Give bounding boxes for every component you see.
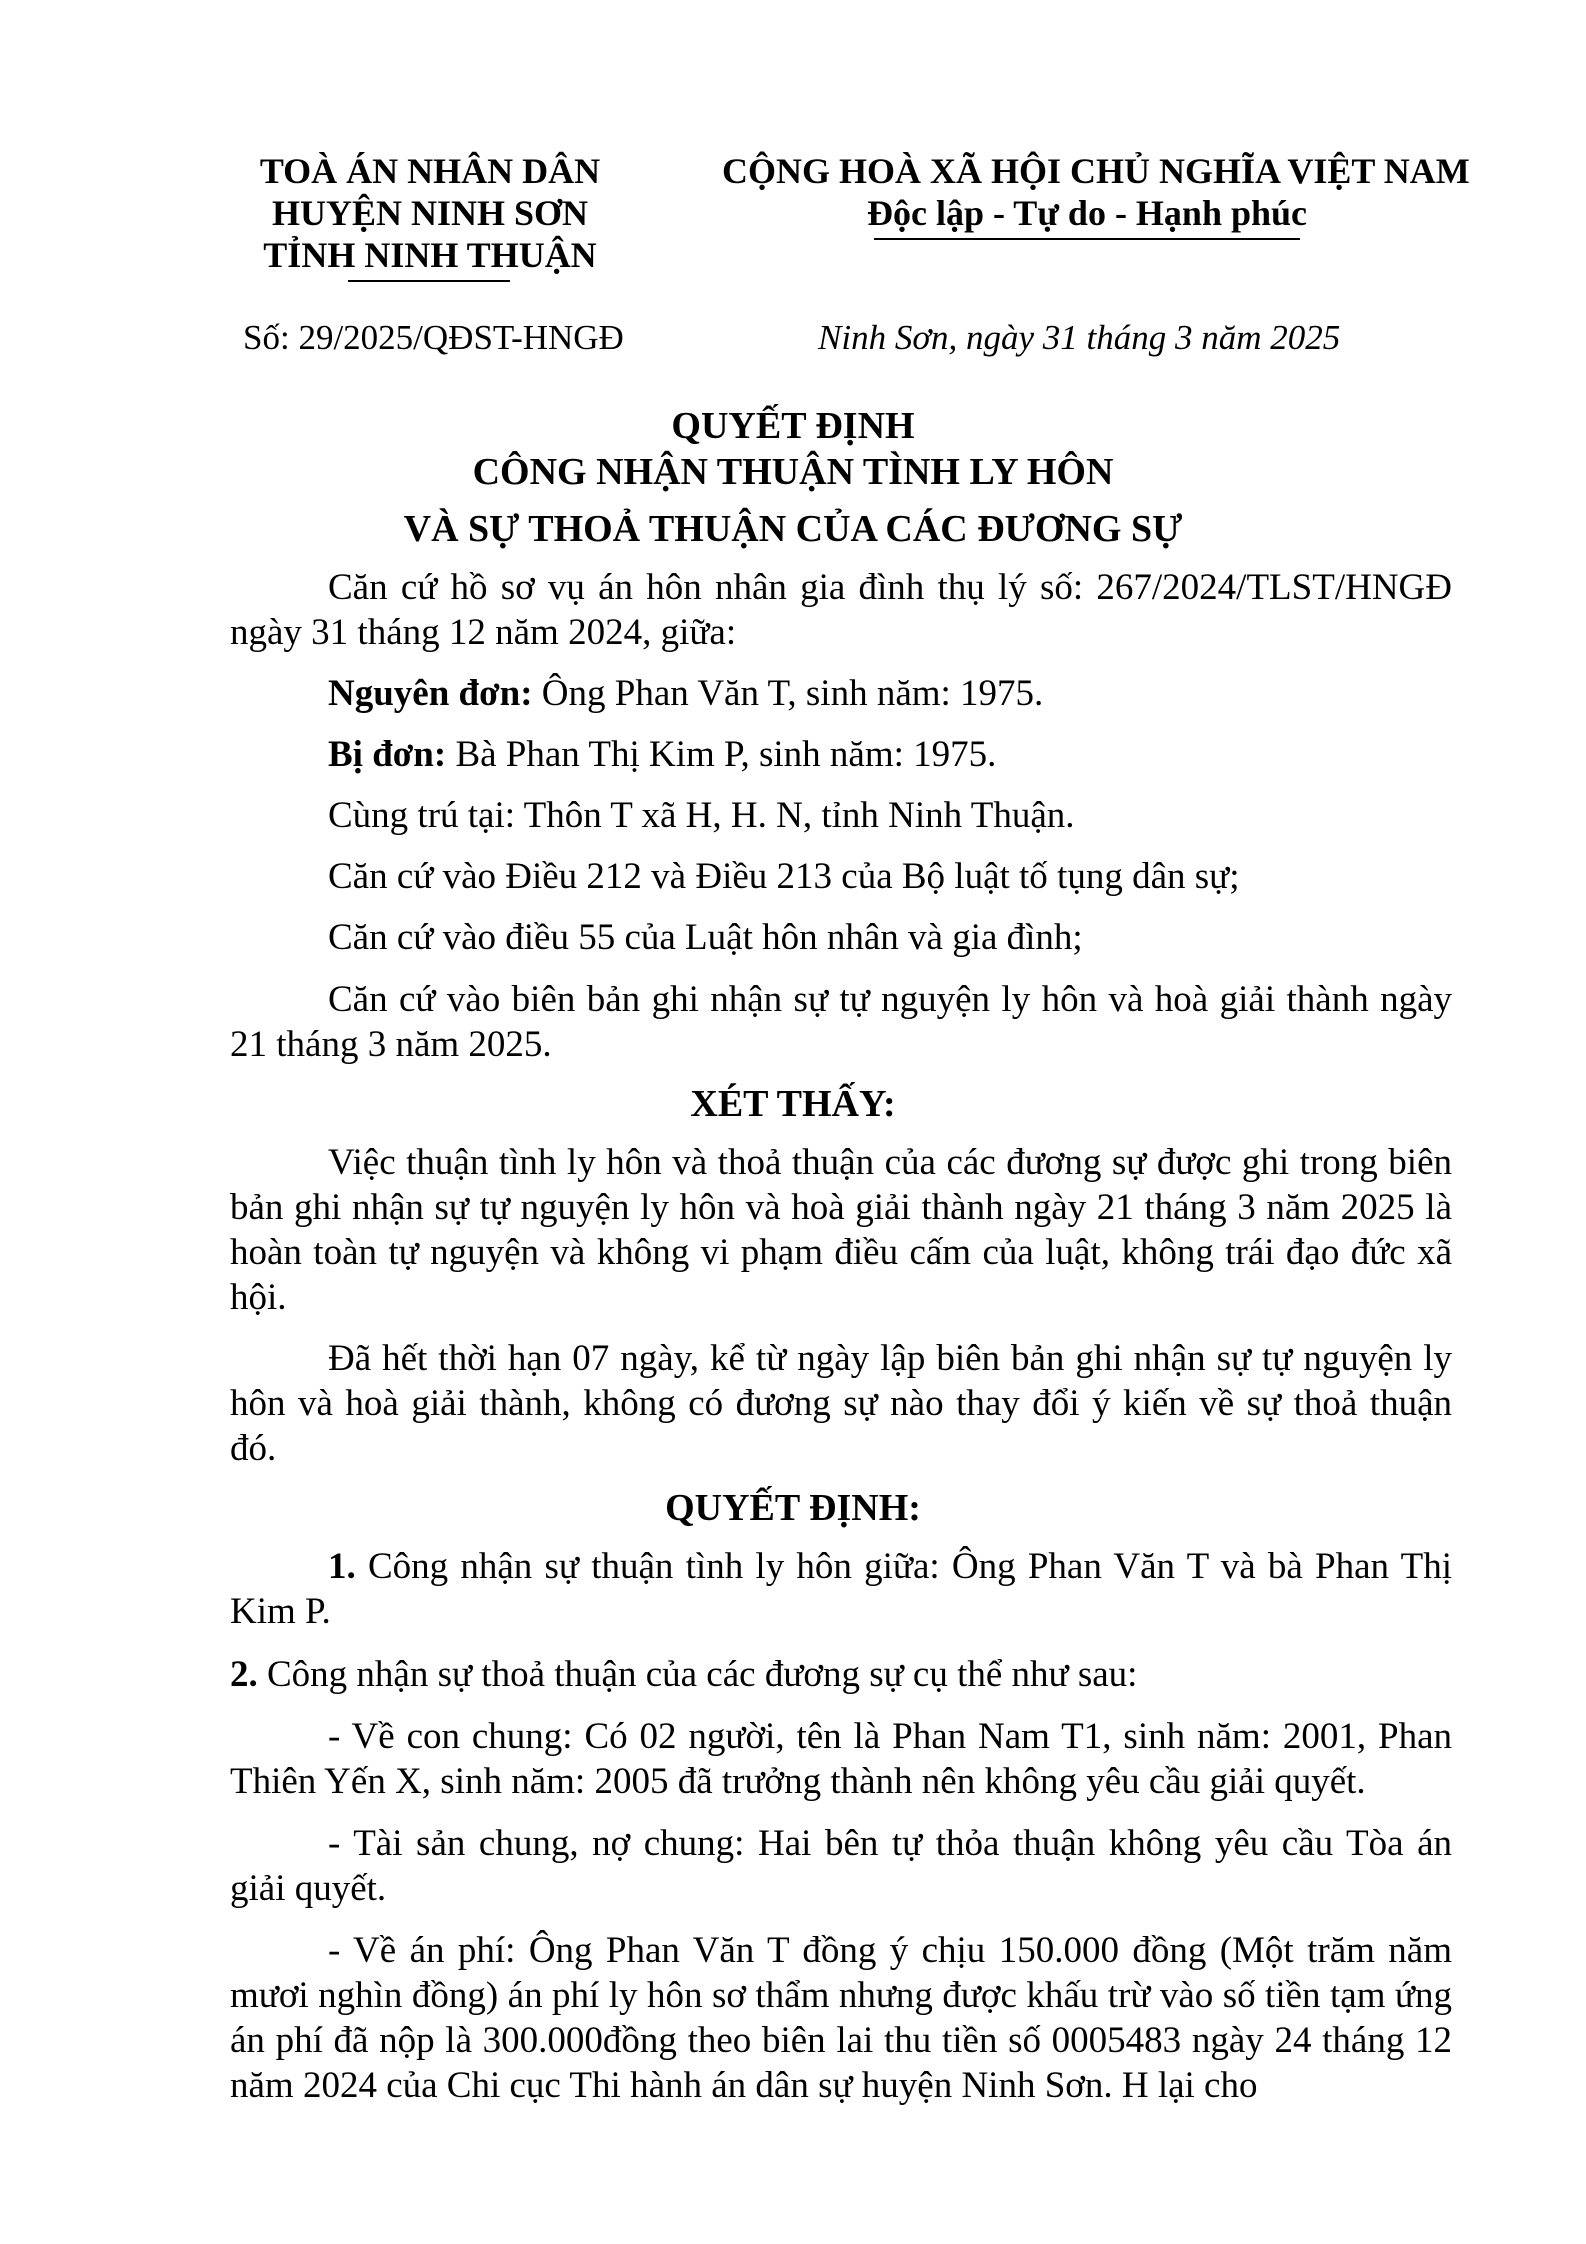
decision-item-2-text: Công nhận sự thoả thuận của các đương sự cụ thể như sau: (257, 1654, 1138, 1695)
plaintiff-text: Ông Phan Văn T, sinh năm: 1975. (532, 673, 1044, 714)
residence-line: Cùng trú tại: Thôn T xã H, H. N, tỉnh Ninh Thuận. (328, 795, 1075, 836)
defendant-label: Bị đơn: (328, 734, 447, 775)
basis-minutes: Căn cứ vào biên bản ghi nhận sự tự nguyện ly hôn và hoà giải thành ngày 21 tháng 3 năm 2025. (230, 979, 1452, 1065)
findings-heading: XÉT THẤY: (690, 1083, 896, 1125)
nation-name: CỘNG HOÀ XÃ HỘI CHỦ NGHĨA VIỆT NAM (722, 151, 1470, 191)
decision-item-2 (230, 1653, 1137, 1696)
defendant-line (328, 733, 996, 776)
document-number: Số: 29/2025/QĐST-HNGĐ (243, 318, 624, 357)
basis-case-file: Căn cứ hồ sơ vụ án hôn nhân gia đình thụ lý số: 267/2024/TLST/HNGĐ ngày 31 tháng 12 năm 2024, giữa: (230, 567, 1452, 653)
decision-item-2-number: 2. (230, 1654, 258, 1695)
decision-item-1 (230, 1544, 1452, 1634)
legal-basis-procedure: Căn cứ vào Điều 212 và Điều 213 của Bộ luật tố tụng dân sự; (328, 856, 1240, 897)
court-name-line1: TOÀ ÁN NHÂN DÂN (259, 151, 601, 191)
plaintiff-line (328, 672, 1043, 715)
findings-paragraph-1: Việc thuận tình ly hôn và thoả thuận của các đương sự được ghi trong biên bản ghi nhận sự tự nguyện ly hôn và hoà giải thành ngày 21 tháng 3 năm 2025 là hoàn toàn tự nguyện và không vi phạm điều cấm của luật, không trái đạo đức xã hội. (230, 1142, 1452, 1318)
decision-children: - Về con chung: Có 02 người, tên là Phan Nam T1, sinh năm: 2001, Phan Thiên Yến X, sinh năm: 2005 đã trưởng thành nên không yêu cầu giải quyết. (230, 1716, 1452, 1802)
national-motto: Độc lập - Tự do - Hạnh phúc (866, 193, 1308, 233)
court-underline (348, 280, 510, 282)
findings-paragraph-2: Đã hết thời hạn 07 ngày, kể từ ngày lập biên bản ghi nhận sự tự nguyện ly hôn và hoà giải thành, không có đương sự nào thay đổi ý kiến về sự thoả thuận đó. (230, 1338, 1452, 1469)
place-date: Ninh Sơn, ngày 31 tháng 3 năm 2025 (818, 318, 1341, 357)
document-subtitle-line1: CÔNG NHẬN THUẬN TÌNH LY HÔN (472, 451, 1114, 493)
document-title: QUYẾT ĐỊNH (671, 405, 915, 447)
defendant-text: Bà Phan Thị Kim P, sinh năm: 1975. (446, 734, 997, 775)
decision-court-fees: - Về án phí: Ông Phan Văn T đồng ý chịu 150.000 đồng (Một trăm năm mươi nghìn đồng) án phí ly hôn sơ thẩm nhưng được khấu trừ vào số tiền tạm ứng án phí đã nộp là 300.000đồng theo biên lai thu tiền số 0005483 ngày 24 tháng 12 năm 2024 của Chi cục Thi hành án dân sự huyện Ninh Sơn. H lại cho (230, 1930, 1452, 2106)
decision-item-1-text: Công nhận sự thuận tình ly hôn giữa: Ông Phan Văn T và bà Phan Thị Kim P. (230, 1546, 1452, 1632)
plaintiff-label: Nguyên đơn: (328, 673, 533, 714)
decision-heading: QUYẾT ĐỊNH: (665, 1487, 921, 1529)
legal-basis-marriage-law: Căn cứ vào điều 55 của Luật hôn nhân và gia đình; (328, 917, 1083, 958)
document-subtitle-line2: VÀ SỰ THOẢ THUẬN CỦA CÁC ĐƯƠNG SỰ (403, 508, 1183, 550)
decision-item-1-number: 1. (328, 1546, 356, 1587)
decision-assets: - Tài sản chung, nợ chung: Hai bên tự thỏa thuận không yêu cầu Tòa án giải quyết. (230, 1823, 1452, 1909)
court-name-line2: HUYỆN NINH SƠN (271, 193, 589, 233)
motto-underline (874, 238, 1300, 240)
court-name-line3: TỈNH NINH THUẬN (263, 235, 597, 275)
